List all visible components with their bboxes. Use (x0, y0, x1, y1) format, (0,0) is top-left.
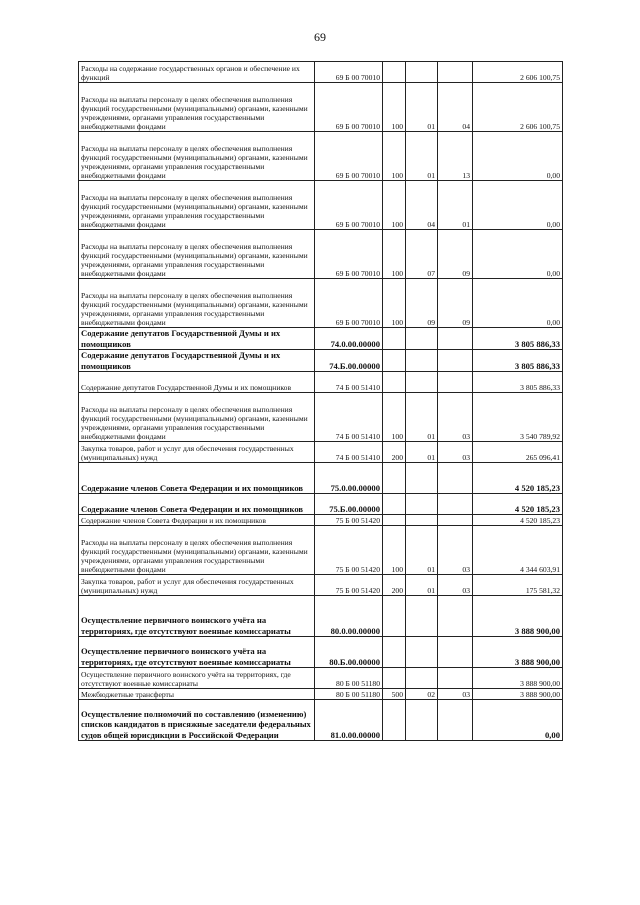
row-pr (438, 668, 473, 689)
row-code: 69 Б 00 70010 (315, 279, 383, 328)
row-name: Расходы на выплаты персоналу в целях обеспечения выполнения функций государственными (муниципальными) органами, казенными учреждениями, органами управления государственными внебюджетными фондами (79, 83, 315, 132)
row-vr: 500 (383, 689, 406, 700)
row-rz: 01 (406, 526, 438, 575)
row-vr (383, 700, 406, 741)
row-code: 74 Б 00 51410 (315, 393, 383, 442)
row-sum: 0,00 (473, 230, 563, 279)
table-row (79, 668, 563, 689)
table-row (79, 230, 563, 279)
row-code: 75.0.00.00000 (315, 463, 383, 494)
table-row (79, 515, 563, 526)
row-code: 69 Б 00 70010 (315, 62, 383, 83)
row-pr: 03 (438, 689, 473, 700)
row-rz (406, 637, 438, 668)
row-vr (383, 494, 406, 515)
row-vr: 100 (383, 526, 406, 575)
row-name: Осуществление первичного воинского учёта на территориях, где отсутствуют военные комиссариаты (79, 637, 315, 668)
row-sum: 3 805 886,33 (473, 372, 563, 393)
row-rz: 01 (406, 575, 438, 596)
row-name: Содержание членов Совета Федерации и их помощников (79, 494, 315, 515)
row-code: 74 Б 00 51410 (315, 442, 383, 463)
row-code: 74.Б.00.00000 (315, 350, 383, 372)
row-pr: 04 (438, 83, 473, 132)
row-vr (383, 668, 406, 689)
row-name: Содержание депутатов Государственной Думы и их помощников (79, 328, 315, 350)
table-row (79, 575, 563, 596)
table-row (79, 596, 563, 637)
table-row (79, 83, 563, 132)
row-rz: 01 (406, 132, 438, 181)
row-name: Межбюджетные трансферты (79, 689, 315, 700)
table-row (79, 328, 563, 350)
row-sum: 3 805 886,33 (473, 350, 563, 372)
row-vr: 100 (383, 393, 406, 442)
table-row (79, 700, 563, 741)
row-code: 74.0.00.00000 (315, 328, 383, 350)
row-name: Содержание членов Совета Федерации и их помощников (79, 463, 315, 494)
row-sum: 3 540 789,92 (473, 393, 563, 442)
row-pr (438, 494, 473, 515)
row-sum: 0,00 (473, 279, 563, 328)
row-code: 80 Б 00 51180 (315, 689, 383, 700)
row-name: Расходы на выплаты персоналу в целях обеспечения выполнения функций государственными (муниципальными) органами, казенными учреждениями, органами управления государственными внебюджетными фондами (79, 132, 315, 181)
row-pr (438, 62, 473, 83)
row-rz (406, 62, 438, 83)
row-name: Расходы на содержание государственных органов и обеспечение их функций (79, 62, 315, 83)
row-name: Осуществление первичного воинского учёта на территориях, где отсутствуют военные комиссариаты (79, 596, 315, 637)
row-sum: 3 888 900,00 (473, 668, 563, 689)
row-vr: 100 (383, 132, 406, 181)
table-row (79, 442, 563, 463)
row-vr (383, 350, 406, 372)
row-code: 74 Б 00 51410 (315, 372, 383, 393)
row-rz (406, 372, 438, 393)
table-row (79, 526, 563, 575)
table-row (79, 181, 563, 230)
row-name: Расходы на выплаты персоналу в целях обеспечения выполнения функций государственными (муниципальными) органами, казенными учреждениями, органами управления государственными внебюджетными фондами (79, 393, 315, 442)
row-pr (438, 350, 473, 372)
row-sum: 0,00 (473, 181, 563, 230)
row-code: 69 Б 00 70010 (315, 230, 383, 279)
row-rz (406, 494, 438, 515)
table-row (79, 279, 563, 328)
row-vr (383, 328, 406, 350)
row-sum: 2 606 100,75 (473, 83, 563, 132)
row-name: Содержание членов Совета Федерации и их помощников (79, 515, 315, 526)
row-pr (438, 515, 473, 526)
row-vr: 100 (383, 181, 406, 230)
row-rz (406, 596, 438, 637)
row-name: Расходы на выплаты персоналу в целях обеспечения выполнения функций государственными (муниципальными) органами, казенными учреждениями, органами управления государственными внебюджетными фондами (79, 181, 315, 230)
table-row (79, 463, 563, 494)
row-pr (438, 596, 473, 637)
row-code: 75.Б.00.00000 (315, 494, 383, 515)
row-sum: 3 805 886,33 (473, 328, 563, 350)
row-code: 69 Б 00 70010 (315, 83, 383, 132)
row-code: 80 Б 00 51180 (315, 668, 383, 689)
row-rz (406, 463, 438, 494)
row-pr (438, 637, 473, 668)
row-pr (438, 700, 473, 741)
row-code: 80.Б.00.00000 (315, 637, 383, 668)
row-sum: 4 344 603,91 (473, 526, 563, 575)
row-code: 69 Б 00 70010 (315, 181, 383, 230)
row-pr: 01 (438, 181, 473, 230)
row-name: Содержание депутатов Государственной Думы и их помощников (79, 372, 315, 393)
table-row (79, 132, 563, 181)
row-pr (438, 328, 473, 350)
row-sum: 0,00 (473, 700, 563, 741)
row-rz (406, 700, 438, 741)
row-rz: 04 (406, 181, 438, 230)
row-code: 75 Б 00 51420 (315, 515, 383, 526)
budget-table (78, 61, 563, 741)
table-row (79, 689, 563, 700)
row-name: Расходы на выплаты персоналу в целях обеспечения выполнения функций государственными (муниципальными) органами, казенными учреждениями, органами управления государственными внебюджетными фондами (79, 279, 315, 328)
row-pr: 03 (438, 575, 473, 596)
row-sum: 2 606 100,75 (473, 62, 563, 83)
row-vr (383, 372, 406, 393)
row-sum: 3 888 900,00 (473, 596, 563, 637)
row-sum: 4 520 185,23 (473, 463, 563, 494)
row-code: 75 Б 00 51420 (315, 575, 383, 596)
table-row (79, 494, 563, 515)
row-vr: 200 (383, 575, 406, 596)
row-vr: 100 (383, 279, 406, 328)
row-sum: 4 520 185,23 (473, 515, 563, 526)
row-name: Осуществление полномочий по составлению (изменению) списков кандидатов в присяжные заседатели федеральных судов общей юрисдикции в Российской Федерации (79, 700, 315, 741)
row-pr: 03 (438, 526, 473, 575)
table-row (79, 62, 563, 83)
row-pr: 13 (438, 132, 473, 181)
page-number: 69 (314, 30, 326, 44)
row-code: 81.0.00.00000 (315, 700, 383, 741)
row-name: Осуществление первичного воинского учёта на территориях, где отсутствуют военные комиссариаты (79, 668, 315, 689)
row-vr (383, 515, 406, 526)
row-sum: 3 888 900,00 (473, 637, 563, 668)
row-code: 75 Б 00 51420 (315, 526, 383, 575)
row-code: 80.0.00.00000 (315, 596, 383, 637)
row-pr (438, 463, 473, 494)
row-vr: 200 (383, 442, 406, 463)
row-name: Расходы на выплаты персоналу в целях обеспечения выполнения функций государственными (муниципальными) органами, казенными учреждениями, органами управления государственными внебюджетными фондами (79, 230, 315, 279)
row-vr: 100 (383, 83, 406, 132)
row-name: Расходы на выплаты персоналу в целях обеспечения выполнения функций государственными (муниципальными) органами, казенными учреждениями, органами управления государственными внебюджетными фондами (79, 526, 315, 575)
row-rz: 01 (406, 442, 438, 463)
row-code: 69 Б 00 70010 (315, 132, 383, 181)
row-name: Закупка товаров, работ и услуг для обеспечения государственных (муниципальных) нужд (79, 442, 315, 463)
row-rz: 07 (406, 230, 438, 279)
row-name: Закупка товаров, работ и услуг для обеспечения государственных (муниципальных) нужд (79, 575, 315, 596)
row-pr: 09 (438, 230, 473, 279)
row-pr (438, 372, 473, 393)
row-name: Содержание депутатов Государственной Думы и их помощников (79, 350, 315, 372)
table-row (79, 393, 563, 442)
row-rz: 01 (406, 393, 438, 442)
row-pr: 03 (438, 442, 473, 463)
table-row (79, 372, 563, 393)
row-sum: 175 581,32 (473, 575, 563, 596)
row-pr: 03 (438, 393, 473, 442)
table-row (79, 637, 563, 668)
row-rz (406, 350, 438, 372)
row-rz (406, 515, 438, 526)
row-vr: 100 (383, 230, 406, 279)
row-sum: 3 888 900,00 (473, 689, 563, 700)
row-sum: 0,00 (473, 132, 563, 181)
row-vr (383, 62, 406, 83)
row-sum: 4 520 185,23 (473, 494, 563, 515)
row-vr (383, 463, 406, 494)
row-sum: 265 096,41 (473, 442, 563, 463)
table-row (79, 350, 563, 372)
row-rz (406, 328, 438, 350)
row-rz: 02 (406, 689, 438, 700)
row-vr (383, 596, 406, 637)
row-rz (406, 668, 438, 689)
row-rz: 09 (406, 279, 438, 328)
row-pr: 09 (438, 279, 473, 328)
row-rz: 01 (406, 83, 438, 132)
row-vr (383, 637, 406, 668)
